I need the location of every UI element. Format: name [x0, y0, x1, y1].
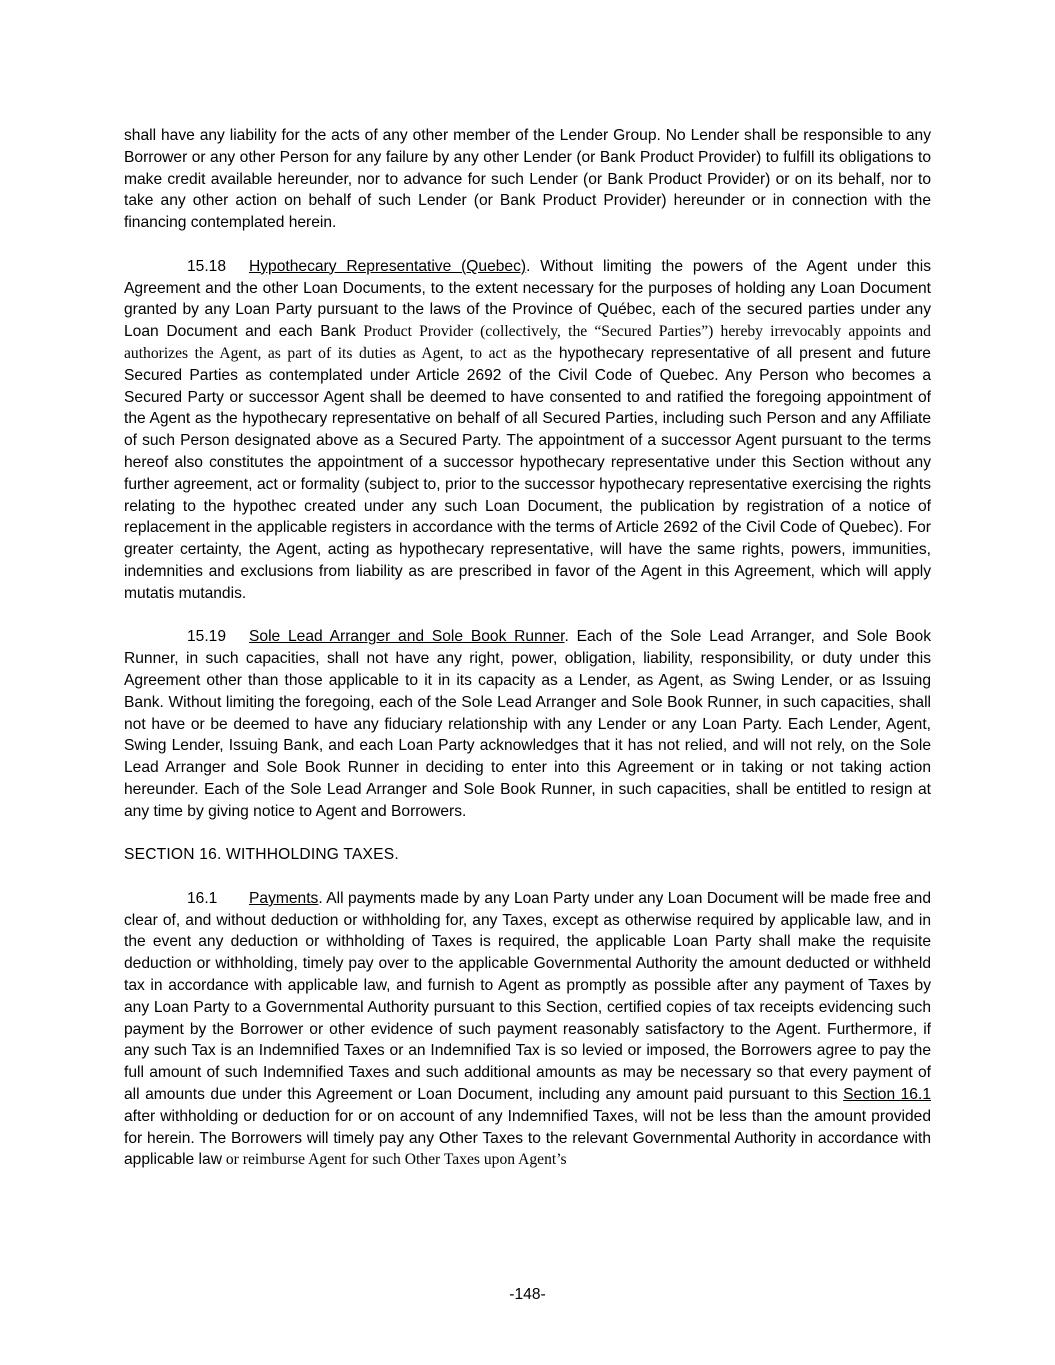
page-body: [124, 125, 931, 1193]
section-title: Sole Lead Arranger and Sole Book Runner: [249, 628, 565, 646]
section-title: Payments: [249, 889, 319, 907]
paragraph-lender-liability: [124, 125, 931, 234]
section-title: Hypothecary Representative (Quebec): [249, 257, 527, 275]
section-text-continued: after withholding or deduction for or on account of any Indemnified Taxes, will not be less than the amount provided for herein. The Borrowers will timely pay any Other Taxes to the relevant Governmental Authority in accordance with applicable law: [124, 1107, 931, 1169]
section-text: . Without limiting the powers of the Agent under this Agreement and the other Loan Documents, to the extent necessary for the purposes of holding any Loan Document granted by any Loan Party pursuant to the laws of the Province of Québec, each of the secured parties under any Loan Document and each Bank: [124, 257, 932, 341]
section-cross-reference: Section 16.1: [843, 1086, 931, 1104]
section-16-heading: SECTION 16. WITHHOLDING TAXES.: [124, 846, 399, 864]
section-text-serif: or reimburse Agent for such Other Taxes upon Agent’s: [221, 1151, 567, 1169]
section-number: 15.18: [187, 257, 227, 275]
section-text: . All payments made by any Loan Party under any Loan Document will be made free and clear of, and without deduction or withholding for, any Taxes, except as otherwise required by applicable law, and in the event any deduction or withholding of Taxes is required, the applicable Loan Party shall make the requisite deduction or withholding, timely pay over to the applicable Governmental Authority the amount deducted or withheld tax in accordance with applicable law, and furnish to Agent as promptly as possible after any payment of Taxes by any Loan Party to a Governmental Authority pursuant to this Section, certified copies of tax receipts evidencing such payment by the Borrower or other evidence of such payment reasonably satisfactory to the Agent. Furthermore, if any such Tax is an Indemnified Taxes or an Indemnified Tax is so levied or imposed, the Borrowers agree to pay the full amount of such Indemnified Taxes and such additional amounts as may be necessary so that every payment of all amounts due under this Agreement or Loan Document, including any amount paid pursuant to this: [124, 889, 931, 1104]
section-number: 15.19: [187, 628, 227, 646]
section-number: 16.1: [187, 889, 218, 907]
section-16-1-payments: [124, 888, 931, 1171]
section-text: . Each of the Sole Lead Arranger, and Sole Book Runner, in such capacities, shall not have any right, power, obligation, liability, responsibility, or duty under this Agreement other than those applicable to it in its capacity as a Lender, as Agent, as Swing Lender, or as Issuing Bank. Without limiting the foregoing, each of the Sole Lead Arranger and Sole Book Runner, in such capacities, shall not have or be deemed to have any fiduciary relationship with any Lender or any Loan Party. Each Lender, Agent, Swing Lender, Issuing Bank, and each Loan Party acknowledges that it has not relied, and will not rely, on the Sole Lead Arranger and Sole Book Runner in deciding to enter into this Agreement or in taking or not taking action hereunder. Each of the Sole Lead Arranger and Sole Book Runner, in such capacities, shall be entitled to resign at any time by giving notice to Agent and Borrowers.: [124, 628, 931, 820]
section-15-18-hypothecary-representative: [124, 256, 931, 605]
paragraph-text: shall have any liability for the acts of any other member of the Lender Group. No Lender shall be responsible to any Borrower or any other Person for any failure by any other Lender (or Bank Product Provider) to fulfill its obligations to make credit available hereunder, nor to advance for such Lender (or Bank Product Provider) or on its behalf, nor to take any other action on behalf of such Lender (or Bank Product Provider) hereunder or in connection with the financing contemplated herein.: [124, 127, 931, 232]
section-15-19-sole-lead-arranger: [124, 626, 931, 822]
section-text-continued: hypothecary representative of all present and future Secured Parties as contemplated under Article 2692 of the Civil Code of Quebec. Any Person who becomes a Secured Party or successor Agent shall be deemed to have consented to and ratified the foregoing appointment of the Agent as the hypothecary representative on behalf of all Secured Parties, including such Person and any Affiliate of such Person designated above as a Secured Party. The appointment of a successor Agent pursuant to the terms hereof also constitutes the appointment of a successor hypothecary representative under this Section without any further agreement, act or formality (subject to, prior to the successor hypothecary representative exercising the rights relating to the hypothec created under any such Loan Document, the publication by registration of a notice of replacement in the applicable registers in accordance with the terms of Article 2692 of the Civil Code of Quebec). For greater certainty, the Agent, acting as hypothecary representative, will have the same rights, powers, immunities, indemnities and exclusions from liability as are prescribed in favor of the Agent in this Agreement, which will apply mutatis mutandis.: [124, 344, 931, 602]
section-text-serif: Product Provider (collectively, the “Secured Parties”) hereby irrevocably appoints and authorizes the Agent, as part of its duties as Agent, to act as the: [124, 323, 931, 362]
page-number: -148-: [509, 1286, 546, 1303]
